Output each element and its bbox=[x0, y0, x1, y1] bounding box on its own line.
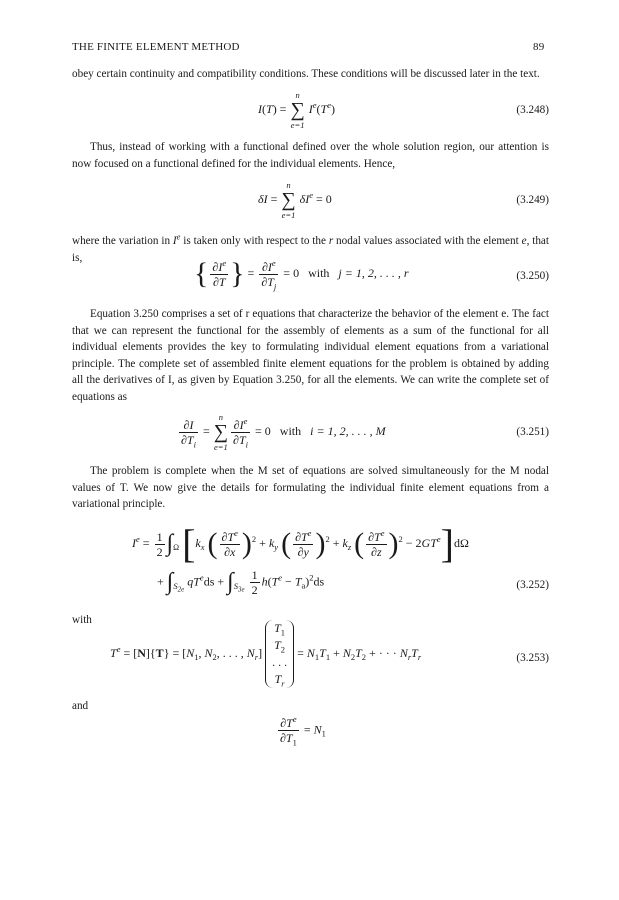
equation-3-252-line-2: + $\int_{S_{2e}}$ $qT^eds + \int_{S_{3e}}$ $\frac{1}{2}$ $h(T^e - T_a)^2ds$ bbox=[157, 568, 325, 597]
paragraph-3-part-d: , that is, bbox=[72, 235, 549, 264]
equation-number-3-248: (3.248) bbox=[516, 104, 549, 116]
sum-lower: e=1 bbox=[290, 120, 305, 130]
with-label: with bbox=[279, 423, 302, 438]
range-3-251: i = 1, 2, . . . , M bbox=[310, 423, 386, 438]
equation-number-3-252: (3.252) bbox=[516, 579, 549, 591]
equation-partial-te-t1: $\frac{\partial T^e}{\partial T_1}$ = $N_1$ bbox=[280, 714, 326, 748]
paragraph-3-part-b: is taken only with respect to the bbox=[180, 235, 329, 247]
equation-3-253: $T^e = [N]\{T\} = [N_1$, $N_2$, . . . , $N_r$] $T_1$ $T_2$ . . . $T_r$ = $N_1T_1 + N_2T_2$ + · · · $N_rT_r$ bbox=[110, 621, 422, 689]
paragraph-2: Thus, instead of working with a functional defined over the whole solution region, our attention is now focused on a functional defined for the individual elements. Hence, bbox=[72, 141, 549, 170]
paragraph-3-part-a: where the variation in bbox=[72, 235, 173, 247]
equation-3-248: I(T) = n ∑ e=1 $Ie(T^e)$ bbox=[258, 90, 335, 130]
paragraph-1: obey certain continuity and compatibility conditions. These conditions will be discussed later in the text. bbox=[72, 68, 540, 80]
sum-upper: n bbox=[295, 90, 300, 100]
sum-upper: n bbox=[286, 180, 291, 190]
range-3-250: j = 1, 2, . . . , r bbox=[338, 265, 409, 280]
sum-upper: n bbox=[218, 412, 224, 422]
paragraph-4: Equation 3.250 comprises a set of r equations that characterize the behavior of the element e. The fact that we can represent the functional for the assembly of elements as a sum of the functional for all individual elements provides the key to formulating individual element equations from a variational principle. The complete set of assembled finite element equations for the problem is obtained by adding all the derivatives of I, as given by Equation 3.250, for all the elements. We can write the complete set of equations as bbox=[72, 308, 549, 403]
sum-lower: e=1 bbox=[281, 210, 296, 220]
equation-number-3-249: (3.249) bbox=[516, 194, 549, 206]
paragraph-3: where the variation in Ie is taken only with respect to the r nodal values associated with the element e, that is, bbox=[72, 231, 549, 264]
sum-lower: e=1 bbox=[214, 442, 228, 452]
equation-3-252-line-1: $I^e$ = $\frac{1}{2}$ $\int_\Omega$ [$k_x$ ( $\frac{\partial T^e}{\partial x}$ )$^2 + k_y$ ( $\frac{\partial T^e}{\partial y}$ )$^2 + k_z$ ( $\frac{\partial T^e}{\partial z}$ )$^2 - 2GT^e]d\Omega$ bbox=[132, 521, 469, 566]
paragraph-3-part-c: nodal values associated with the element bbox=[333, 235, 522, 247]
with-text: with bbox=[72, 614, 92, 626]
equation-number-3-251: (3.251) bbox=[516, 426, 549, 438]
equation-3-251: $\frac{\partial I}{\partial T_i}$ = n ∑ e=1 $\frac{\partial I^e}{\partial T_i}$ = 0 with i = 1, 2, . . . , M bbox=[181, 412, 386, 452]
and-text: and bbox=[72, 700, 89, 712]
equation-3-250: { $\frac{\partial I^e}{\partial T}$ } = $\frac{\partial I^e}{\partial T_j}$ = 0 with j = 1, 2, . . . , r bbox=[194, 257, 409, 291]
with-label: with bbox=[308, 265, 330, 280]
equation-number-3-253: (3.253) bbox=[516, 652, 549, 664]
running-header: THE FINITE ELEMENT METHOD bbox=[72, 41, 240, 53]
equation-number-3-250: (3.250) bbox=[516, 270, 549, 282]
paragraph-5: The problem is complete when the M set of equations are solved simultaneously for the M nodal values of T. We now give the details for formulating the individual finite element equations from a variational principle. bbox=[72, 465, 549, 511]
equation-3-249: δI = n ∑ e=1 $\delta I^e = 0$ bbox=[258, 180, 332, 220]
page-number: 89 bbox=[533, 41, 545, 53]
